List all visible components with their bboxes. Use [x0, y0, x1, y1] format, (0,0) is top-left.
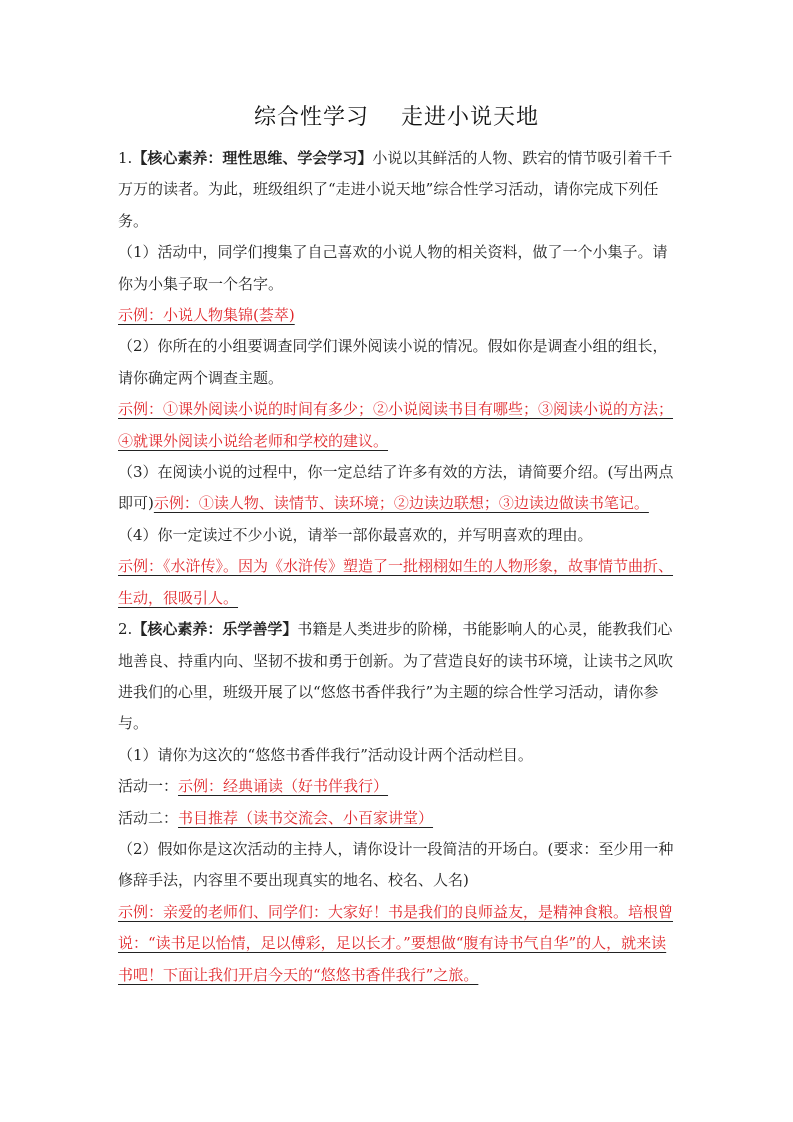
question-text: 小说以其鲜活的人物、跌宕的情节吸引着千千万万的读者。为此，班级组织了“走进小说天地”综合性学习活动，请你完成下列任务。 — [118, 149, 673, 230]
competency-tag: 【核心素养：乐学善学】 — [132, 620, 298, 639]
answer-text: 示例：①课外阅读小说的时间有多少；②小说阅读书目有哪些；③阅读小说的方法；④就课外阅读小说给老师和学校的建议。 — [118, 400, 674, 450]
sub-question: （4）你一定读过不少小说，请举一部你最喜欢的，并写明喜欢的理由。 — [118, 525, 593, 544]
sub-question: （1）活动中，同学们搜集了自己喜欢的小说人物的相关资料，做了一个小集子。请你为小集子取一个名字。 — [118, 243, 668, 293]
sub-question: （3）在阅读小说的过程中，你一定总结了许多有效的方法，请简要介绍。(写出两点即可)示例：①读人物、读情节、读环境；②边读边联想；③边读边做读书笔记。 — [118, 463, 674, 513]
answer-text: 示例：亲爱的老师们、同学们：大家好！书是我们的良师益友，是精神食粮。培根曾说：“读书足以怡情，足以傅彩，足以长才。”要想做“腹有诗书气自华”的人，就来读书吧！下面让我们开启今天的“悠悠书香伴我行”之旅。 — [118, 902, 674, 984]
answer-text: 示例：小说人物集锦(荟萃) — [118, 306, 295, 325]
answer-text: 书目推荐（读书交流会、小百家讲堂） — [178, 808, 434, 827]
activity-2: 活动二：书目推荐（读书交流会、小百家讲堂） — [118, 808, 434, 827]
question-text: 书籍是人类进步的阶梯，书能影响人的心灵，能教我们心地善良、持重内向、坚韧不拔和勇于创新。为了营造良好的读书环境，让读书之风吹进我们的心里，班级开展了以“悠悠书香伴我行”为主题的综合性学习活动，请你参与。 — [118, 620, 674, 733]
activity-1: 活动一：示例：经典诵读（好书伴我行） — [118, 777, 389, 796]
sub-question: （1）请你为这次的“悠悠书香伴我行”活动设计两个活动栏目。 — [118, 745, 533, 764]
sub-question: （2）假如你是这次活动的主持人，请你设计一段简洁的开场白。(要求：至少用一种修辞手法，内容里不要出现真实的地名、校名、人名) — [118, 839, 674, 890]
page-title: 综合性学习 走进小说天地 — [254, 105, 539, 130]
sub-question: （2）你所在的小组要调查同学们课外阅读小说的情况。假如你是调查小组的组长，请你确定两个调查主题。 — [118, 337, 668, 387]
answer-text: 示例：①读人物、读情节、读环境；②边读边联想；③边读边做读书笔记。 — [153, 494, 649, 513]
answer-text: 示例：《水浒传》。因为《水浒传》塑造了一批栩栩如生的人物形象，故事情节曲折、生动，很吸引人。 — [118, 557, 674, 607]
question-number: 2. — [118, 620, 133, 639]
content — [118, 143, 680, 991]
question-number: 1. — [118, 149, 133, 167]
question-2 — [118, 614, 680, 740]
competency-tag: 【核心素养：理性思维、学会学习】 — [132, 149, 373, 167]
answer-text: 示例：经典诵读（好书伴我行） — [178, 777, 389, 796]
question-1 — [118, 143, 680, 237]
